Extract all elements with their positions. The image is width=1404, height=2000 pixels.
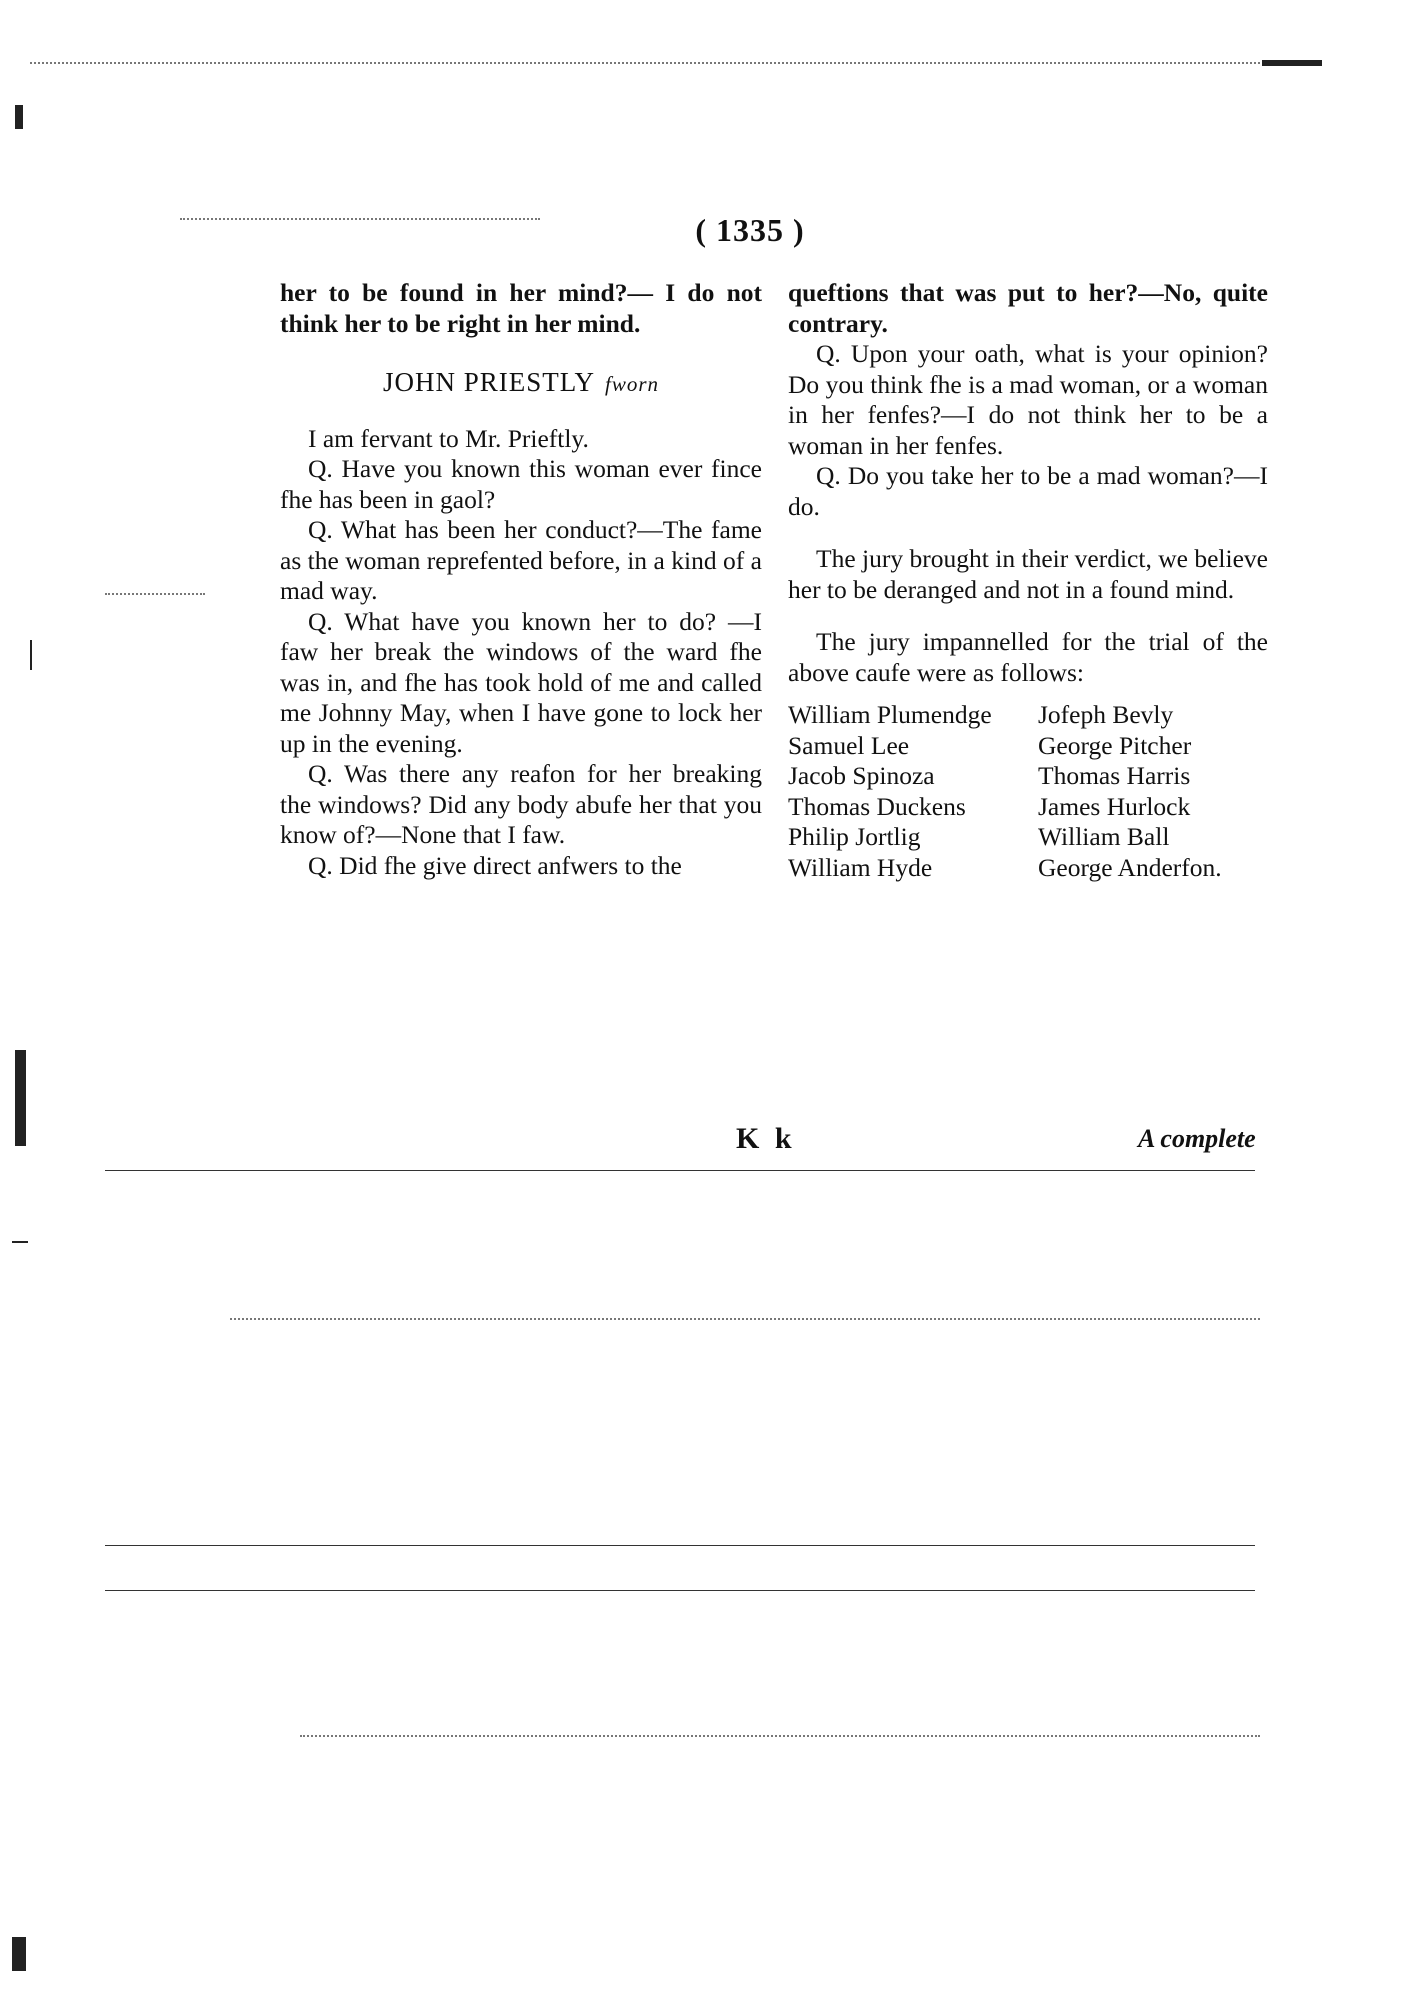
testimony-paragraph: Q. Have you known this woman ever fince fhe has been in gaol?	[280, 454, 762, 514]
signature-mark: K k	[736, 1122, 796, 1155]
juror-name: William Hyde	[788, 852, 933, 882]
scan-noise-line	[300, 1735, 1260, 1737]
testimony-paragraph: Q. Upon your oath, what is your opinion? Do you think fhe is a mad woman, or a woman in her fenfes?—I do not think her to be a woman in her fenfes.	[788, 339, 1268, 460]
scan-noise-line	[180, 218, 540, 220]
juror-name: Jacob Spinoza	[788, 761, 935, 790]
testimony-paragraph: Q. Did fhe give direct anfwers to the	[308, 850, 682, 880]
scan-speck	[15, 1050, 26, 1146]
scan-speck	[1262, 60, 1322, 66]
jury-intro-paragraph: The jury impannelled for the trial of the above caufe were as follows:	[788, 627, 1268, 687]
verdict-paragraph: The jury brought in their verdict, we believe her to be deranged and not in a found mind.	[788, 544, 1268, 604]
testimony-paragraph: Q. Was there any reafon for her breaking the windows? Did any body abufe her that you know of?—None that I faw.	[280, 759, 762, 849]
page-number: ( 1335 )	[695, 212, 805, 248]
scan-speck	[30, 640, 32, 670]
testimony-paragraph: Q. Do you take her to be a mad woman?—I do.	[788, 461, 1268, 521]
scan-speck	[12, 1241, 28, 1243]
testimony-paragraph: Q. What has been her conduct?—The fame as the woman reprefented before, in a kind of a mad way.	[280, 515, 762, 605]
testimony-paragraph: Q. What have you known her to do? —I faw her break the windows of the ward fhe was in, and fhe has took hold of me and called me Johnny May, when I have gone to lock her up in the evening.	[280, 606, 762, 758]
juror-name: Jofeph Bevly	[1038, 700, 1174, 729]
horizontal-rule	[105, 1170, 1255, 1171]
juror-name: James Hurlock	[1038, 791, 1191, 821]
scan-speck	[12, 1937, 26, 1971]
testimony-paragraph: I am fervant to Mr. Prieftly.	[308, 423, 589, 453]
right-opening-text: queftions that was put to her?—No, quite contrary.	[788, 278, 1268, 338]
juror-list	[788, 700, 1268, 883]
scan-speck	[15, 105, 23, 129]
juror-name: Thomas Duckens	[788, 791, 966, 821]
juror-name: Thomas Harris	[1038, 761, 1191, 790]
juror-name: George Anderfon.	[1038, 852, 1222, 882]
scan-noise-line	[105, 593, 205, 595]
catchword: A complete	[1138, 1124, 1256, 1153]
juror-name: Philip Jortlig	[788, 822, 921, 851]
juror-name: William Ball	[1038, 822, 1170, 851]
juror-name: George Pitcher	[1038, 730, 1192, 760]
witness-heading	[280, 367, 762, 400]
horizontal-rule	[105, 1545, 1255, 1546]
scan-noise-line	[30, 62, 1320, 64]
horizontal-rule	[105, 1590, 1255, 1591]
juror-name: William Plumendge	[788, 700, 992, 729]
right-column	[788, 278, 1268, 883]
juror-name: Samuel Lee	[788, 730, 910, 760]
left-column	[280, 278, 762, 881]
witness-sworn: fworn	[605, 372, 660, 396]
witness-name: JOHN PRIESTLY	[382, 367, 596, 397]
scan-noise-line	[230, 1318, 1260, 1320]
left-opening-text: her to be found in her mind?— I do not think her to be right in her mind.	[280, 278, 762, 338]
